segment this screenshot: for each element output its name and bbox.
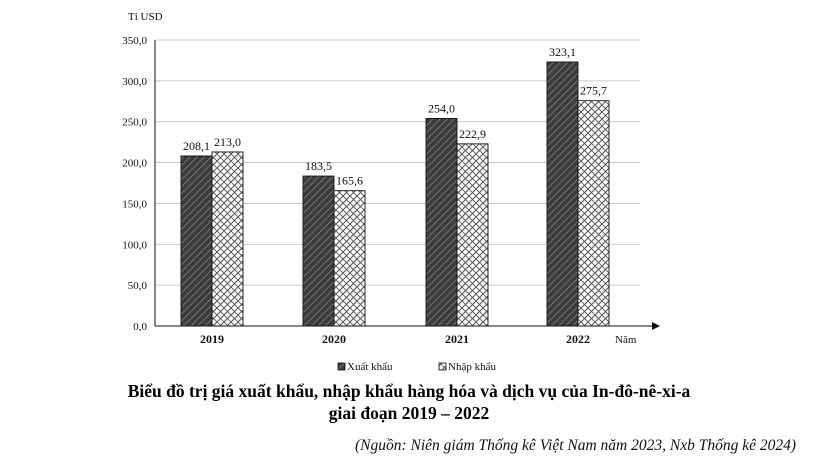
legend-label-import: Nhập khẩu <box>448 361 496 373</box>
y-tick-label: 150,0 <box>122 198 147 211</box>
y-tick-label: 200,0 <box>122 157 147 170</box>
chart-title-line-1: Biểu đồ trị giá xuất khẩu, nhập khẩu hàng hóa và dịch vụ của In-đô-nê-xi-a <box>127 381 691 401</box>
y-tick-label: 350,0 <box>122 35 147 47</box>
bar-export <box>181 156 212 326</box>
x-tick-label: 2020 <box>322 332 346 346</box>
legend-swatch-export <box>338 363 345 370</box>
y-tick-label: 300,0 <box>122 75 147 88</box>
x-tick-label: 2019 <box>200 332 224 346</box>
bar-import <box>457 144 488 326</box>
y-tick-label: 250,0 <box>122 116 147 129</box>
bar-export <box>547 62 578 326</box>
data-label-export: 208,1 <box>183 138 210 153</box>
x-axis-label: Năm <box>615 334 637 346</box>
bar-export <box>426 118 457 326</box>
chart-title-line-2: giai đoạn 2019 – 2022 <box>328 403 490 423</box>
source-note: (Nguồn: Niên giám Thống kê Việt Nam năm 2023, Nxb Thống kê 2024) <box>355 437 796 454</box>
legend-swatch-import <box>439 363 446 370</box>
bar-import <box>578 101 609 326</box>
y-tick-label: 50,0 <box>127 280 147 293</box>
data-label-export: 183,5 <box>305 159 332 174</box>
data-label-import: 213,0 <box>214 134 241 149</box>
data-label-export: 254,0 <box>428 101 455 116</box>
bar-import <box>334 191 365 326</box>
data-label-import: 275,7 <box>580 83 607 98</box>
bar-import <box>212 152 243 326</box>
x-tick-label: 2021 <box>445 332 469 346</box>
y-axis-label: Tỉ USD <box>128 11 163 23</box>
x-tick-label: 2022 <box>566 332 590 346</box>
y-tick-label: 100,0 <box>122 239 147 252</box>
data-label-export: 323,1 <box>549 44 576 59</box>
x-axis-arrow-icon <box>652 322 660 330</box>
y-tick-label: 0,0 <box>133 321 147 333</box>
data-label-import: 165,6 <box>336 173 363 188</box>
legend-label-export: Xuất khẩu <box>347 361 393 373</box>
legend <box>338 361 496 373</box>
bar-export <box>303 176 334 326</box>
data-label-import: 222,9 <box>459 126 486 141</box>
